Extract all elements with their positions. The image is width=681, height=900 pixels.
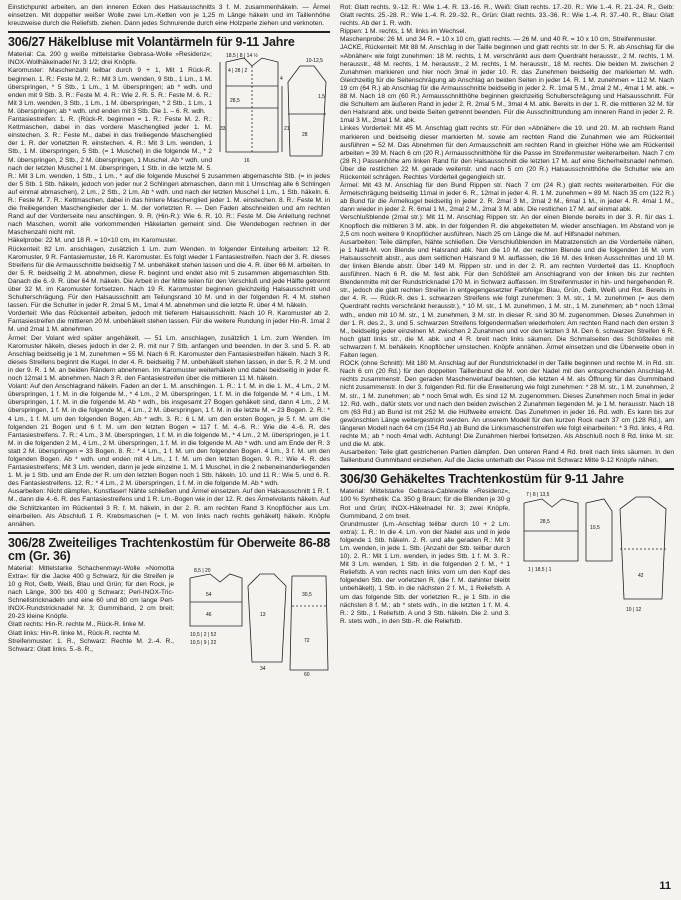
dim-label: 1,5 (318, 94, 325, 101)
pattern-text: Rot: Glatt rechts. 9.-12. R.: Wie 1.-4. R. 13.-16. R., Weiß: Glatt rechts. 17.-20. R.: Wie 1.-4. R. 21.-24. R., Gelb: Glatt rechts. 25.-28. R.: Wie 1.-4. R. 29.-32. R., Grün: Glatt rechts. 33.-36. R.: Wie 1.-4. R. 37.-40. R., Blau: Glatt rechts. Ab der 1. R. wdh. (340, 4, 674, 28)
section-306-27 (8, 35, 330, 529)
section-title: 306/28 Zweiteiliges Trachtenkostüm für Oberweite 86-88 cm (Gr. 36) (8, 535, 330, 563)
pattern-text: Streifenmuster: 1. R., Schwarz: Rechte M. 2.-4. R., Schwarz: Glatt links. 5.-8. R., (8, 637, 174, 653)
dim-label: 28,5 (230, 98, 240, 105)
pattern-text: Glatt rechts: Hin-R. rechte M., Rück-R. linke M. (8, 621, 146, 629)
pattern-schematic-blouse (218, 52, 330, 170)
dim-label: 4 | 28 | 2 (228, 68, 248, 75)
dim-label: 34 (260, 665, 266, 672)
dim-label: 33 (220, 126, 226, 133)
dim-label: 10-12,5 (306, 58, 323, 65)
pattern-text: Grundmuster (Lm.-Anschlag teilbar durch 10 + 2 Lm. extra): 1. R.: In die 4. Lm. von der Nadel aus und in jede folgende 1 Stb. häkeln. 2. R. und alle geraden R.: Mit 3 Lm. wenden, in jede 1. Stb. (Anzahl der Stb. teilbar durch 10). 2. R.: Mit 1 Lm. wenden, in jedes Stb. 1 f. M. 3. R.: Mit 3 Lm. wenden, 1 Stb. in die folgenden 2 f. M., * 1 Reliefstb. A von rechts nach links vorn um den Kopf des folgenden Stb. der vorletzten R. (die f. M. dahinter bleibt unbehäkelt), 1 Stb. in die nächsten 2 f. M., 1 Reliefstb. A um das folgende Stb. der vorletzten R., je 1 Stb. in die nächsten 8 f. M.; ab * stets wdh., in die letzten 1 f. M. 4. R.: 2 Stb., 1 Reliefstb. A und 3 Stb. häkeln. Die 2. und 3. R. stets wdh., in den Stb.-R. die Reliefstb. (340, 520, 510, 625)
dim-label: 10,5 | 2 | 52 (190, 631, 217, 638)
pattern-schematic-child-costume (516, 489, 674, 619)
finishing-text: Ausarbeiten: Teile glatt gestrichenen Partien dämpfen. Den unteren Rand 4 Rd. breit nach links säumen. In den Taillenbund Gummiband einziehen. Auf die Jacke unterhalb der Passe mit Schwarz Mitte 9-12 Knöpfe nähen. (340, 449, 674, 465)
dim-label: 8,5 | 20 (194, 567, 211, 574)
material-text: Material: Mittelstarke Schachenmayr-Wolle »Nomotta Extra«: für die Jacke 400 g Schwarz, für die Streifen je 10 g Rot, Gelb, Weiß, Blau und Grün; für den Rock, je nach Länge, 300 bis 400 g Schwarz; Perl-INOX-Tric-Schnellstricknadeln und eine 60 und 80 cm lange Perl-INOX-Rundstricknadel Nr. 3; Gummiband, 2 cm breit; 20-23 kleine Knöpfe. (8, 564, 174, 621)
dim-label: 60 (304, 671, 310, 678)
sleeve-text: Ärmel: Mit 43 M. Anschlag für den Bund Rippen str. Nach 7 cm (24 R.) glatt rechts weiterarbeiten. Für die Ärmelschrägung beidseitig 11mal in jeder 6. R., 12mal in jeder 4. R. 1 M. zunehmen = 89 M. Nach 35 cm (122 R.) ab Bund für die Ärmelkugel beidseitig in jeder 2. R. 2mal 3 M., 2mal 2 M., 6mal 1 M., in jeder 4. R. 4mal 1 M., dann wieder in jeder 2. R. 6mal 1 M., 2mal 2 M., 2mal 3 M. abk. Die restlichen 17 M. auf einmal abk. (340, 182, 674, 214)
section-divider (8, 31, 330, 33)
dim-label: 10,5 (590, 525, 600, 532)
dim-label: 18,5 | 8 | 14 ½ (226, 53, 258, 60)
section-divider (340, 468, 674, 470)
dim-label: 54 (206, 591, 212, 598)
dim-label: 10,5 | 9 | 22 (190, 639, 217, 646)
dim-label: 1 | 18,5 | 1 (528, 567, 552, 574)
left-column (8, 4, 330, 680)
gauge-text: Häkelprobe: 22 M. und 18 R. = 10×10 cm, im Karomuster. (8, 237, 177, 245)
jacket-front-text: Linkes Vorderteil: Mit 45 M. Anschlag glatt rechts str. Für den »Abnäher« die 19. und 20. M. ab rechtem Rand markieren und beidseitig dieser markierten M. sowie am rechten Rand die Zunahmen wie am Rückenteil ausführen = 52 M. Das Abnehmen für den Armausschnitt am rechten Rand in gleicher Höhe wie am Rückenteil arbeiten = 39 M. Nach 6 cm (20 R.) Armausschnitthöhe für die Passe im Streifenmuster weiterarbeiten. Nach 7 cm (28 R.) Passenhöhe am linken Rand für den Halsausschnitt die letzten 17 M. auf eine Sicherheitsnadel nehmen. Über die restlichen 22 M. gerade weiterstr. und nach 5 cm (20 R.) Halsausschnitthöhe die Schulter wie am Rückenteil schrägen. Rechtes Vorderteil gegengleich str. (340, 125, 674, 181)
section-306-28 (8, 536, 330, 680)
dim-label: 28 (302, 132, 308, 139)
dim-label: 16 (244, 158, 250, 165)
ruffle-text: Volant: Auf den Anschlagrand häkeln. Faden an der 1. M. anschlingen. 1. R.: 1 f. M. in die 1. M., 4 Lm., 2 M. überspringen, 1 f. M. in die folgende M., * 4 Lm., 2 M. überspringen, 1 f. M. in die folgende M. * 4 Lm., 1 M. überspringen, 1 f. M. in die folgende M. Ab * wdh., bis insgesamt 27 Bogen gehäkelt sind, dann 4 Lm., 2 M. überspringen, 1 f. M. in die folgende M., 4 Lm., 2 M. überspringen, 1 f. M. in die letzte M. = 23 Bogen. 2. R.: * 4 Lm., 1 f. M. um den folgenden Bogen. Ab * wdh. 3. R.: 6 L M. um den ersten Bogen, je 5 f. M. um die folgenden 21 Bogen und 6 f. M. um den letzten Bogen = 117 f. M. 4.-6. R.: Wie die 4.-6. R. des Fantasiestreifens. 7. R.: 4 Lm., 3 M. überspringen, 1 f. M. in die folgende M., * 4 Lm., 2 M. überspringen, je 1 f. M. in die folgenden 2 M., 4 Lm., 2 M. überspringen, 1 f. M. in die folgende M. Ab * wdh. und am Ende der R. 3 statt 2 M. überspringen = 33 Bogen. 8. R.: * 4 Lm., 1 f. M. um den folgenden Bogen. 4 Lm., 3 f. M. um den folgenden Bogen. Ab * wdh. und enden mit 4 Lm., 1 f. M. um den letzten Bogen. 9. R.: Wie 4. R. des Fantasiestreifens; Mit 3 Lm. wenden, dann je jede einzelne 1. M. 1 Muschel, in die 2 nebeneinanderliegenden 1. M. je 1 Stb. und am Ende der R. um den letzten Bogen noch 1 Stb. häkeln. 10. und 11 R.: Wie 5. und 6. R. des Fantasiestreifens. 12. R.: * 4 Lm., 2 M. überspringen, 1 f. M. in die folgende M. Ab * wdh. (8, 383, 330, 488)
pattern-text: Fantasiestreifen: 1. R. (Rück-R. beginnen = 1. R.: Feste M. 2. R.: Kettmaschen, dabei in das vordere Maschenglied jeder 1. M. einstechen. 3. R.: Feste M., dabei in das freiliegende Maschenglied der 1. R. der vorletzten R. einstechen. 4. R.: Mit 3 Lm. wenden, 1 Stb., 1 M. überspringen, 5 Stb. (= 1 Muschel) in die folgende M., * 2 M. überspringen, 2 Stb., 2 M. überspringen, 1 Muschel. Ab * wdh. und nach der letzten Muschel 1 M. überspringen, 1 Stb. in die letzte M. 5. R.: Mit 3 Lm. wenden, 1 Stb., 1 Lm., * auf die folgende Muschel 5 zusammen abgemaschte Stb. (= in jedes der 5 Stb. 1 Stb. häkeln, jedoch von jeder nur 2 Schlingen abmaschen, dann mit 1 Umschlag alle 6 Schlingen auf einmal abmaschen), 2 Lm., 2 Stb., 2 Lm. Ab * wdh. und nach der letzten Muschel 1 Lm., 1 Stb. häkeln. 6. R.: Feste M. 7. R.: Kettmaschen, dabei in das hintere Maschenglied jeder 1. M. einstechen. 8. R.: Feste M. in die freiliegenden Maschenglieder der 1. M. der vorletzten R. — Den Faden abschneiden und am rechten Rand auf der Vorderseite neu anschlingen. 9. R. (Hin-R.): Wie 6. R. 10. R.: Feste M. Die Anleitung rechnet nach Maschen, womit alle vorkommenden Häkelarten gemeint sind. Die Wendebogen rechnen in der Maschenzahl nicht mit. (8, 116, 330, 237)
section-title: 306/30 Gehäkeltes Trachtenkostüm für 9-11 Jahre (340, 472, 624, 487)
button-band-text: Verschlußblende (2mal str.): Mit 11 M. Anschlag Rippen str. An der einen Blende bereits in der 3. R. für das 1. Knopfloch die mittleren 3 M. abk. In der folgenden R. die abgeketteten M. wieder anschlagen. Im Abstand von je 2,5 cm noch weitere 9 Knopflöcher ausführen. Nach 25 cm Länge die M. auf Hilfsnadel nehmen. (340, 214, 674, 238)
material-text: Material: Ca. 200 g weiße mittelstarke Gebrasa-Wolle »Residenz«; INOX-Wollhäkelnadel Nr. 3 1/2; drei Knöpfe. (8, 51, 212, 67)
pattern-text: Karomuster: Maschenzahl teilbar durch 9 + 1, Mit 1 Rück-R. beginnen. 1. R.: Feste M. 2. R.: Mit 3 Lm. wenden, 9 Stb., 1 Lm., 1 M. überspringen, * 5 Stb., 1 Lm., 1 M. überspringen; ab * wdh. und enden mit 9 Stb. 3. R.: Feste M. 4. R.: Wie 2. R. 5. R.: Feste M. 6. R.: Mit 3 Lm. wenden, 3 Stb., 1 Lm., 1 M. überspringen, * 2 Stb., 1 Lm., 1 M. überspringen; ab * wdh. und enden mit 3 Stb. Die 1. – 6. R. wdh. (8, 67, 212, 115)
dim-label: 7 | 8 | 13,5 (526, 492, 550, 499)
dim-label: 13 (260, 611, 266, 618)
intro-text: Einstichpunkt arbeiten, an den inneren Ecken des Halsausschnitts 3 f. M. zusammenhäkeln. — Ärmel einsetzen. Mit doppelter weißer Wolle zwei Lm.-Ketten von je 1,25 m Länge häkeln und im Taillenhöhe kreuzweise durch die Reliefstb. ziehen. Dann jedes Schnurende durch eine Holzperle ziehen und verknoten. (8, 4, 330, 28)
material-text: Material: Mittelstarke Gebrasa-Cablewolle »Residenz«, 100 % Synthetik: Ca. 350 g Braun; für die Blenden je 30 g Rot und Grün; INOX-Häkelnadel Nr. 3; zwei Knöpfe, Gummiband, 2 cm breit. (340, 488, 510, 520)
dim-label: 72 (304, 637, 310, 644)
pattern-text: Glatt links: Hin-R. linke M., Rück-R. rechte M. (8, 629, 141, 637)
section-divider (8, 532, 330, 534)
schematic-drawing (218, 52, 330, 170)
skirt-text: ROCK (ohne Schnitt): Mit 180 M. Anschlag auf der Rundstricknadel in der Taille beginnen und rechte M. in Rd. str. Nach 6 cm (20 Rd.) für den doppelten Taillenbund die M. von der Nadel mit den entsprechenden Anschlag-M. rechts zusammenstr. Den geraden Maschenverlauf beachten, die letzten 4 M. als Öffnung für das Gummiband nicht zusammenstr. In der 3. folgenden Rd. für die Erweiterung wie folgt zunehmen: * 28 M. str., 1 M. zunehmen, 2 M. str., 1 M. zunehmen; ab * noch 5mal wdh. Es sind 12 M. zugenommen. Dieses Zunehmen noch 5mal in jeder 12. Rd. wdh., dafür stets vor und nach den beiden zwischen 2 Zunahmen liegenden M. je 1 M. herausstr. Nach 18 cm (63 Rd.) ab Bund ist mit 252 M. die Hüftweite erreicht. Das Zunehmen in jeder 16. Rd. wdh. Es kann bis zur gewünschten Länge weitergestrickt werden. An unserem Modell für den kurzen Rock nach 37 cm (128 Rd.), am längeren Modell nach 64 cm (154 Rd.) ab Bund die Linksmaschenstreifen wie folgt einarbeiten: * 3 Rd. links, 4 Rd. rechte M.; ab * noch 4mal wdh. Achtung! Die Zunahmen hierbei fortsetzen. Als Abschluß noch 8 Rd. linke M. str. und die M. abk. (340, 360, 674, 449)
dim-label: 4 (280, 76, 283, 83)
dim-label: 42 (638, 573, 644, 580)
pattern-text: Rippen: 1 M. rechts, 1 M. links im Wechsel. (340, 28, 467, 36)
back-piece-text: Rückenteil: 82 Lm. anschlagen, zusätzlich 1 Lm. zum Wenden. In folgender Einteilung arbeiten: 12 R. Karomuster, 9 R. Fantasiemuster, 16 R. Karomuster. Es folgt wieder 1 Fantasiestreifen. Nach der 3. R. dieses Streifens für die Armausschnitte beidseitig 7 M. unbehäkelt stehen lassen und die 4. R. über 66 M. arbeiten. In der 5. R. beidseitig 2 M. abnehmen, diese R. beginnt und endet also mit 5 zusammen abgemaschten Stb. Danach die 6.-9. R. über 64 M. häkeln. Die Arbeit in der Mitte teilen für den Verschluß und jede Hälfte getrennt über 32 M. im Karomuster fortsetzen. Nach 19 R. Karomuster beginnen gleichzeitig Halsausschnitt und Schulterschrägung. Für den Halsausschnitt am Teilungsrand 10 M. und in der folgenden R. 4 M. stehen lassen. Für die Schulter in jeder R. 2mal 5 M., 1mal 4 M. abnehmen und die letzte R. über 4 M. häkeln. (8, 245, 330, 310)
dim-label: 28,5 (540, 519, 550, 526)
gauge-text: Maschenprobe: 26 M. und 34 R. = 10 x 10 cm, glatt rechts. — 26 M. und 40 R. = 10 x 10 cm, Streifenmuster. (340, 36, 657, 44)
schematic-drawing (180, 566, 330, 678)
finishing-text: Ausarbeiten: Nicht dämpfen, Kunstfaser! Nähte schließen und Ärmel einsetzen. Auf den Halsausschnitt 1 R. f. M., dann die 4.-6. R. des Fantasiestreifens und 1 R. Lm.-Bogen wie in der 12. R. des Ärmelvolants häkeln. Auf die Schlitzkanten im Rückenteil 3 R. f. M. häkeln, in der 2. R. am rechten Rand 3 Knopflöcher aus Lm. einarbeiten. Als Abschluß 1 R. Krebsmaschen (= f. M. von links nach rechts gehäkelt) häkeln. Knöpfe annähen. (8, 488, 330, 528)
section-title: 306/27 Häkelbluse mit Volantärmeln für 9-11 Jahre (8, 35, 295, 50)
finishing-text: Ausarbeiten: Teile dämpfen, Nähte schließen. Die Verschlußblenden im Matratzenstich an die Vorderteile nähen, je 1 Naht-M. von Blende und Halsrand abk. Nun die 10 M. der rechten Blende und die folgenden 16 M. vom Halsausschnitt abstr., aus dem seitlichen Halsrand 9 M. auffassen, die 16 M. des linken Ausschnittes und 10 M. der linken Blende abstr. Über 149 M. Rippen str. und in der 2. R. am rechten Vorderteil das 11. Knopfloch ausführen. Nach 6 R. die M. fest abk. Für den Schößteil am Anschlagrand von der linken bis zur rechten Blendenmitte mit der Rundstricknadel 170 M. in Schwarz auffassen. Im Streifenmuster in hin- und hergehenden R. str., jedoch die glatt rechten Streifen in entgegengesetzter Farbfolge: Blau, Grün, Gelb, Weiß und Rot. Bereits in der 4. R. — Rück-R. des 1. schwarzen Streifens wie folgt zunehmen: 3 M. str., 1 M. zunehmen (= aus dem Querdraht rechts verschränkt herausstr.), * 10 M. str., 1 M. zunehmen, 1 M. str., 1 M. zunehmen; ab * noch 13mal wdh., enden mit 10 M. str., 1 M. zunehmen, 3 M. str. In dieser R. sind 30 M. zugenommen. Dieses Zunehmen in der 1. R. des 2., 3. und 5. schwarzen Streifens folgendermaßen wiederholen: Am rechten Rand nach den ersten 3 M., beidseitig jeder einzelnen M. zwischen 2 Zunahmen und vor den letzten 3 M. Den 6. schwarzen Streifen 6 R. hoch glatt links str., die M. abk. und 4 R. breit nach links säumen. Die Schmalseiten des Schößteiles mit schwarzen f. M. behäkeln. Knopflöcher umstechen. Knöpfe annähen. Ärmel einsetzen und die Überweite oben in Falten legen. (340, 238, 674, 360)
right-column (340, 4, 674, 626)
jacket-back-text: JACKE, Rückenteil: Mit 88 M. Anschlag in der Taille beginnen und glatt rechts str. In der 5. R. ab Anschlag für die »Abnäher« wie folgt zunehmen: 18 M. rechts, 1 M. verschränkt aus dem Querdraht herausstr., 2 M. rechts, 1 M. herausstr., 48 M. rechts, 1 M. herausstr., 2 M. rechts, 1 M. herausstr., 18 M. rechts. Die beiden M. zwischen 2 Zunahmen markieren und hier noch 3mal in jeder 10. R. das Zunehmen beidseitig der markierten M. wdh. Gleichzeitig für die Seitenschrägung ab Anschlag an beiden Seiten in jeder 14. R. 1 M. zunehmen = 112 M. Nach 19 cm (64 R.) ab Anschlag für die Armausschnitte beidseitig in jeder 2. R. 1mal 5 M., 2mal 2 M., 4mal 1 M. abk. = 88 M. Nach 18 cm (60 R.) Armausschnitthöhe beginnen gleichzeitig Schulterschrägung und Halsausschnitt. Für die Schultern am äußeren Rand in jeder 2. R. 2mal 5 M., 3mal 4 M. abk. Bereits in der 1. R. die mittleren 32 M. für den Halsrand abk. und beide Seiten getrennt beenden. Für die Ausschnittrundung am inneren Rand in jeder 2. R. 1mal 3 M., 2mal 1 M. abk. (340, 44, 674, 125)
sleeve-text: Ärmel: Der Volant wird später angehäkelt. — 51 Lm. anschlagen, zusätzlich 1 Lm. zum Wenden. Im Karomuster häkeln, dieses jedoch in der 2. R. mit nur 7 Stb. anfangen und beenden. In der 3. und 5. R. ab Anschlag beidseitig je 1 M. zunehmen = 55 M. Nach 6 R. Karomuster den Fantasiestreifen häkeln. Nach 3 R. dieses Streifens beginnt die Kugel. In der 4. R. beidseitig 7 M. unbehäkelt stehen lassen, in der 5. R. 2 M. und in der 9. R. 1 M. an beiden Rändern abnehmen. Im Karomuster weiterhäkeln und dabei beidseitig in jeder R. noch 12mal 1 M. abnehmen. Nach 3 R. den Fantasiestreifen über die mittleren 11 M. häkeln. (8, 334, 330, 383)
dim-label: 46 (206, 611, 212, 618)
dim-label: 30,5 (302, 591, 312, 598)
dim-label: 10 | 12 (626, 607, 642, 614)
page-number: 11 (659, 880, 671, 892)
pattern-schematic-costume (180, 566, 330, 678)
section-306-30 (340, 472, 674, 626)
dim-label: 21 (284, 126, 290, 133)
schematic-drawing (516, 489, 674, 619)
front-piece-text: Vorderteil: Wie das Rückenteil arbeiten, jedoch mit tieferem Halsausschnitt. Nach 10 R. Karomuster ab 2. Fantasiestreifen die mittleren 20 M. unbehäkelt stehen lassen. Für die weitere Rundung in jeder Hin-R. 1mal 2 M. und 2mal 1 M. abnehmen. (8, 310, 330, 334)
